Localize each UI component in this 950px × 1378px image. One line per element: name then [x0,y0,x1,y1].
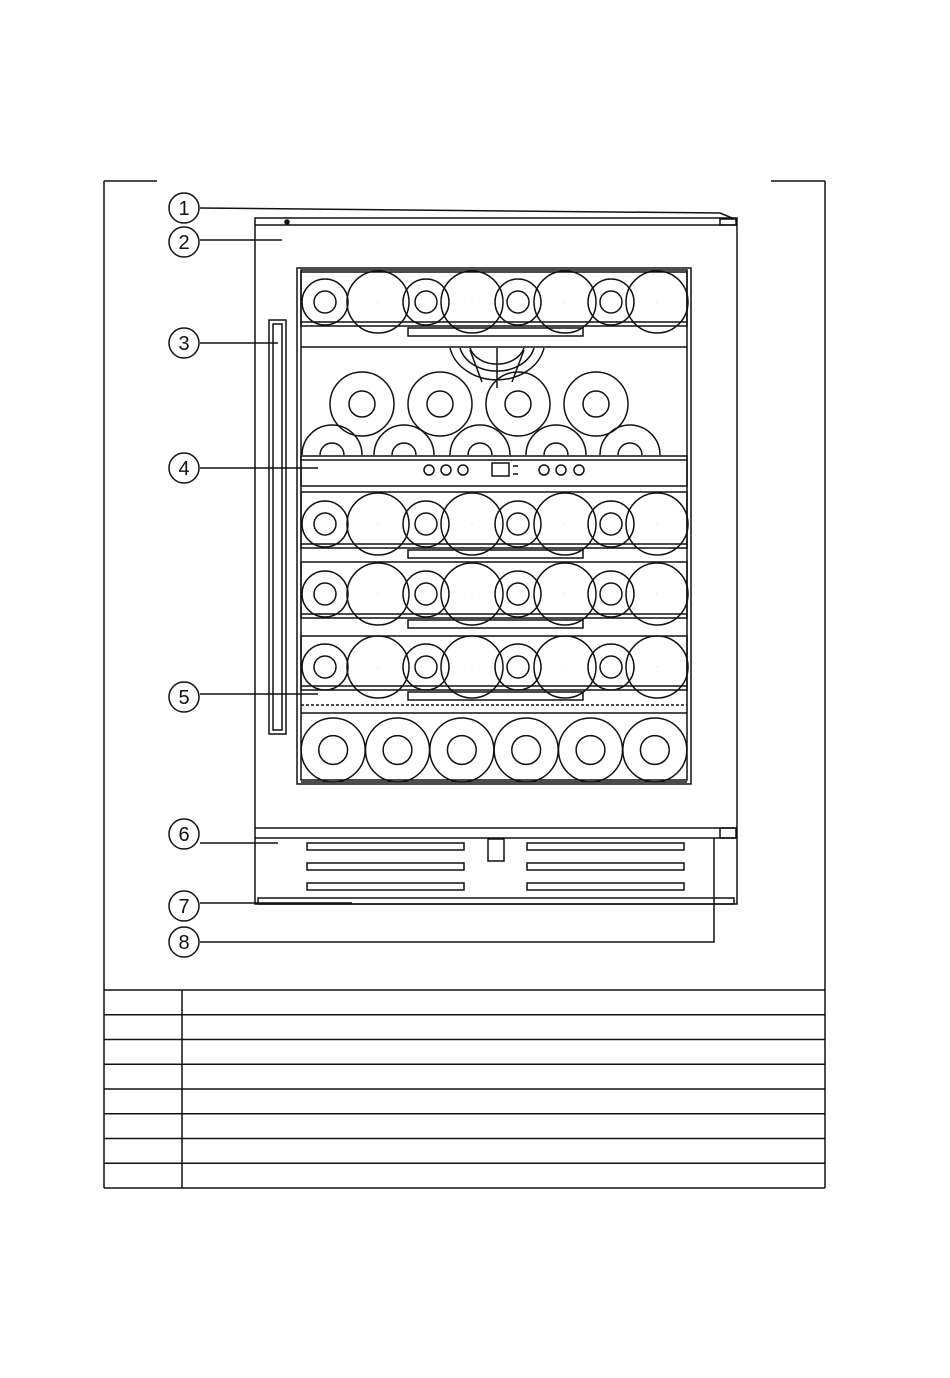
bottle-end [441,271,503,333]
bottle-end [403,279,449,325]
vent-slots [307,843,684,890]
bottle-end [347,493,409,555]
callout-5 [169,682,318,712]
bottle-end [302,501,348,547]
bottle-end [588,279,634,325]
bottle-end [374,425,434,455]
bottle-end [347,271,409,333]
wine-shelf [301,492,688,558]
temperature-display [492,463,509,476]
callout-number: 8 [178,932,190,954]
bottle-end [302,571,348,617]
callout-number: 4 [178,458,190,480]
control-panel [301,456,687,486]
vent-slot [307,843,464,850]
callout-number: 3 [178,333,190,355]
light-button-icon[interactable] [424,465,434,475]
callout-number: 5 [178,687,190,709]
callout-number: 1 [178,198,190,220]
zone-button-icon[interactable] [574,465,584,475]
bottle-end [301,718,365,782]
callout-7 [169,891,352,921]
vent-slot [527,863,684,870]
up-button-icon[interactable] [539,465,549,475]
bottle-end [302,644,348,690]
bottle-end [534,493,596,555]
bottle-end [347,636,409,698]
door-glass [297,268,691,784]
bottle-end [441,493,503,555]
door-handle [269,320,286,734]
bottle-end [302,279,348,325]
bottle-end [588,571,634,617]
down-button-icon[interactable] [556,465,566,475]
bottle-end [534,271,596,333]
wine-shelf [301,636,688,700]
bottle-end [564,372,628,436]
bottle-end [441,636,503,698]
bottle-end [441,563,503,625]
bottle-end [534,563,596,625]
bottle-end [623,718,687,782]
bottle-end [600,425,660,455]
bottle-end [347,563,409,625]
bottle-end [559,718,623,782]
bottle-end [588,501,634,547]
callout-6 [169,819,278,849]
bottle-end [626,493,688,555]
wine-shelf [301,562,688,628]
callout-4 [169,453,318,483]
bottle-end [626,563,688,625]
bottle-end [626,271,688,333]
vent-slot [527,883,684,890]
callout-number: 7 [178,896,190,918]
leader-line [200,208,732,218]
shelves [301,270,688,782]
vent-slot [527,843,684,850]
bottle-end [486,372,550,436]
lock-button-icon[interactable] [441,465,451,475]
upper-zone-bottles [301,347,687,455]
callout-number: 6 [178,824,190,846]
bottom-bottle-row [301,705,687,782]
bottle-end [403,501,449,547]
vent-slot [307,883,464,890]
bottle-end [408,372,472,436]
bottle-end [302,425,362,455]
bottle-end [403,644,449,690]
callout-number: 2 [178,232,190,254]
bottle-end [534,636,596,698]
bottle-end [494,718,558,782]
callout-3 [169,328,278,358]
base-grille [255,828,737,904]
bottle-end [626,636,688,698]
wine-shelf [301,270,688,336]
power-button-icon[interactable] [458,465,468,475]
vent-slot [307,863,464,870]
bottle-end [588,644,634,690]
callout-2 [169,227,282,257]
bottle-end [430,718,494,782]
parts-table [104,990,825,1188]
bottle-end [403,571,449,617]
bottle-end [366,718,430,782]
